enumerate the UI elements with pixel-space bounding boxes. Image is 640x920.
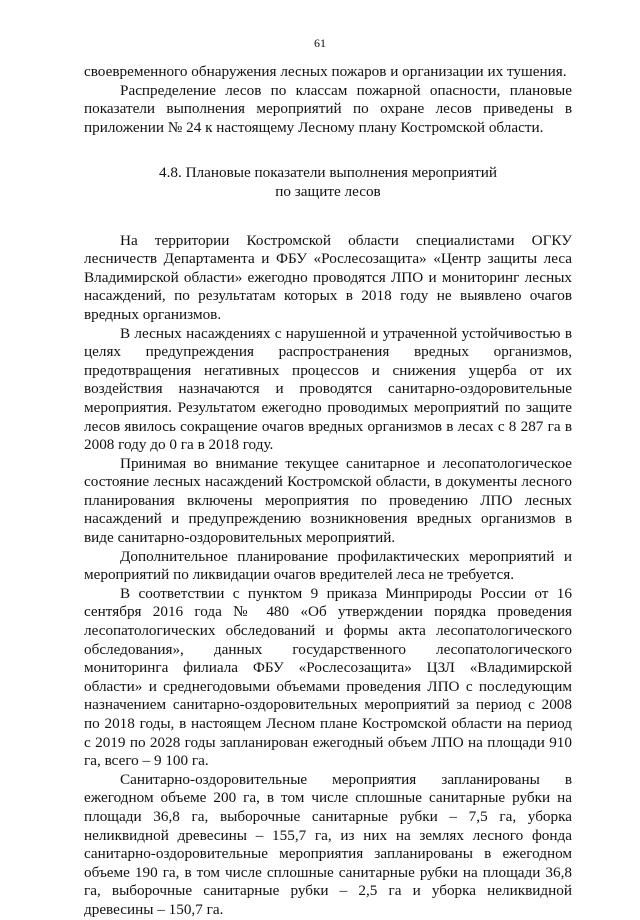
paragraph-continuation: своевременного обнаружения лесных пожаров и организации их тушения. — [84, 63, 567, 80]
page-number: 61 — [314, 36, 326, 50]
paragraph-fire-classes: Распределение лесов по классам пожарной опасности, плановые показатели выполнения мероприятий по охране лесов приведены в приложении № 24 к настоящему Лесному плану Костромской области. — [84, 81, 572, 136]
paragraph-forest-planning: Принимая во внимание текущее санитарное и лесопатологическое состояние лесных насаждений Костромской области, в документы лесного планирования включены мероприятия по проведению ЛПО лесных насаждений и предупреждению возникновения вредных организмов в виде санитарно-оздоровительных мероприятий. — [84, 454, 572, 547]
paragraph-planned-volumes: Санитарно-оздоровительные мероприятия запланированы в ежегодном объеме 200 га, в том числе сплошные санитарные рубки на площади 36,8 га, выборочные санитарные рубки – 7,5 га, уборка неликвидной древесины – 155,7 га, из них на землях лесного фонда санитарно-оздоровительные мероприятия запланированы в ежегодном объеме 190 га, в том числе сплошные санитарные рубки на площади 36,8 га, выборочные санитарные рубки – 2,5 га и уборка неликвидной древесины – 150,7 га. — [84, 770, 572, 918]
paragraph-monitoring: На территории Костромской области специалистами ОГКУ лесничеств Департамента и ФБУ «Рослесозащита» «Центр защиты леса Владимирской области» ежегодно проводятся ЛПО и мониторинг лесных насаждений, по результатам которых в 2018 году не выявлено очагов вредных организмов. — [84, 231, 572, 323]
section-heading — [84, 164, 572, 201]
document-body — [84, 63, 572, 920]
section-heading-line-2: по защите лесов — [275, 182, 381, 200]
section-heading-line-1: 4.8. Плановые показатели выполнения мероприятий — [159, 164, 497, 182]
paragraph-additional-planning: Дополнительное планирование профилактических мероприятий и мероприятий по ликвидации очагов вредителей леса не требуется. — [84, 547, 572, 584]
paragraph-order-480: В соответствии с пунктом 9 приказа Минприроды России от 16 сентября 2016 года № 480 «Об утверждении порядка проведения лесопатологических обследований и формы акта лесопатологического обследования», данных государственного лесопатологического мониторинга филиала ФБУ «Рослесозащита» ЦЗЛ «Владимирской области» и среднегодовыми объемами проведения ЛПО с последующим назначением санитарно-оздоровительных мероприятий за период с 2008 по 2018 годы, в настоящем Лесном плане Костромской области на период с 2019 по 2028 годы запланирован ежегодный объем ЛПО на площади 910 га, всего – 9 100 га. — [84, 584, 572, 770]
paragraph-sanitary-measures: В лесных насаждениях с нарушенной и утраченной устойчивостью в целях предупреждения распространения вредных организмов, предотвращения негативных процессов и снижения ущерба от их воздействия назначаются и проводятся санитарно-оздоровительные мероприятия. Результатом ежегодно проводимых мероприятий по защите лесов явилось сокращение очагов вредных организмов в лесах с 8 287 га в 2008 году до 0 га в 2018 году. — [84, 324, 572, 454]
